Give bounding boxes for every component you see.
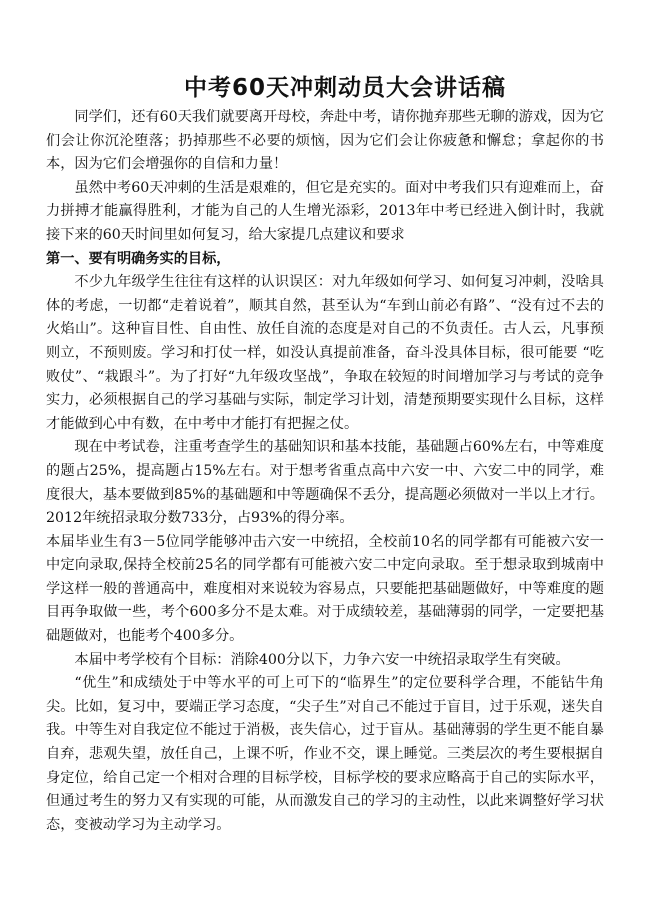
paragraph-admission: 本届毕业生有3－5位同学能够冲击六安一中统招，全校前10名的同学都有可能被六安一中定向录取,保持全校前25名的同学都有可能被六安二中定向录取。至于想录取到城南中学这样一般的普通高中，难度相对来说较为容易点，只要能把基础题做好，中等难度的题目再争取做一些，考个600多分不是太难。对于成绩较差，基础薄弱的同学，一定要把基础题做对，也能考个400多分。 <box>46 533 604 645</box>
section-heading-goal: 第一、要有明确务实的目标， <box>46 250 231 267</box>
document-title: 中考60天冲刺动员大会讲话稿 <box>183 75 506 101</box>
paragraph-intro: 同学们，还有60天我们就要离开母校，奔赴中考，请你抛弃那些无聊的游戏，因为它们会让你沉沦堕落；扔掉那些不必要的烦恼，因为它们会让你疲惫和懈怠；拿起你的书本，因为它们会增强你的自信和力量！ <box>46 109 604 173</box>
paragraph-exam-structure: 现在中考试卷，注重考查学生的基础知识和基本技能，基础题占60%左右，中等难度的题占25%，提高题占15%左右。对于想考省重点高中六安一中、六安二中的同学，难度很大，基本要做到85%的基础题和中等题确保不丢分，提高题必须做对一半以上才行。2012年统招录取分数733分，占93%的得分率。 <box>46 439 604 527</box>
paragraph-countdown: 虽然中考60天冲刺的生活是艰难的，但它是充实的。面对中考我们只有迎难而上，奋力拼搏才能赢得胜利，才能为自己的人生增光添彩，2013年中考已经进入倒计时，我就接下来的60天时间里如何复习，给大家提几点建议和要求 <box>46 179 604 243</box>
paragraph-misconception: 不少九年级学生往往有这样的认识误区：对九年级如何学习、如何复习冲刺，没啥具体的考虑，一切都“走着说着”，顺其自然，甚至认为“车到山前必有路”、“没有过不去的火焰山”。这种盲目性、自由性、放任自流的态度是对自己的不负责任。古人云，凡事预则立，不预则废。学习和打仗一样，如没认真提前准备，奋斗没具体目标，很可能要 “吃败仗”、“栽跟斗”。为了打好“九年级攻坚战”，争取在较短的时间增加学习与考试的竞争实力，必须根据自己的学习基础与实际，制定学习计划，清楚预期要实现什么目标，这样才能做到心中有数，在中考中才能打有把握之仗。 <box>46 274 604 432</box>
paragraph-positioning: “优生”和成绩处于中等水平的可上可下的“临界生”的定位要科学合理，不能钻牛角尖。比如，复习中，要端正学习态度，“尖子生”对自己不能过于盲目，过于乐观，迷失自我。中等生对自我定位不能过于消极，丧失信心，过于盲从。基础薄弱的学生更不能自暴自弃，悲观失望，放任自己，上课不听，作业不交，课上睡觉。三类层次的考生要根据自身定位，给自己定一个相对合理的目标学校，目标学校的要求应略高于自己的实际水平，但通过考生的努力又有实现的可能，从而激发自己的学习的主动性，以此来调整好学习状态，变被动学习为主动学习。 <box>46 675 604 833</box>
paragraph-school-target: 本届中考学校有个目标：消除400分以下，力争六安一中统招录取学生有突破。 <box>74 651 570 668</box>
